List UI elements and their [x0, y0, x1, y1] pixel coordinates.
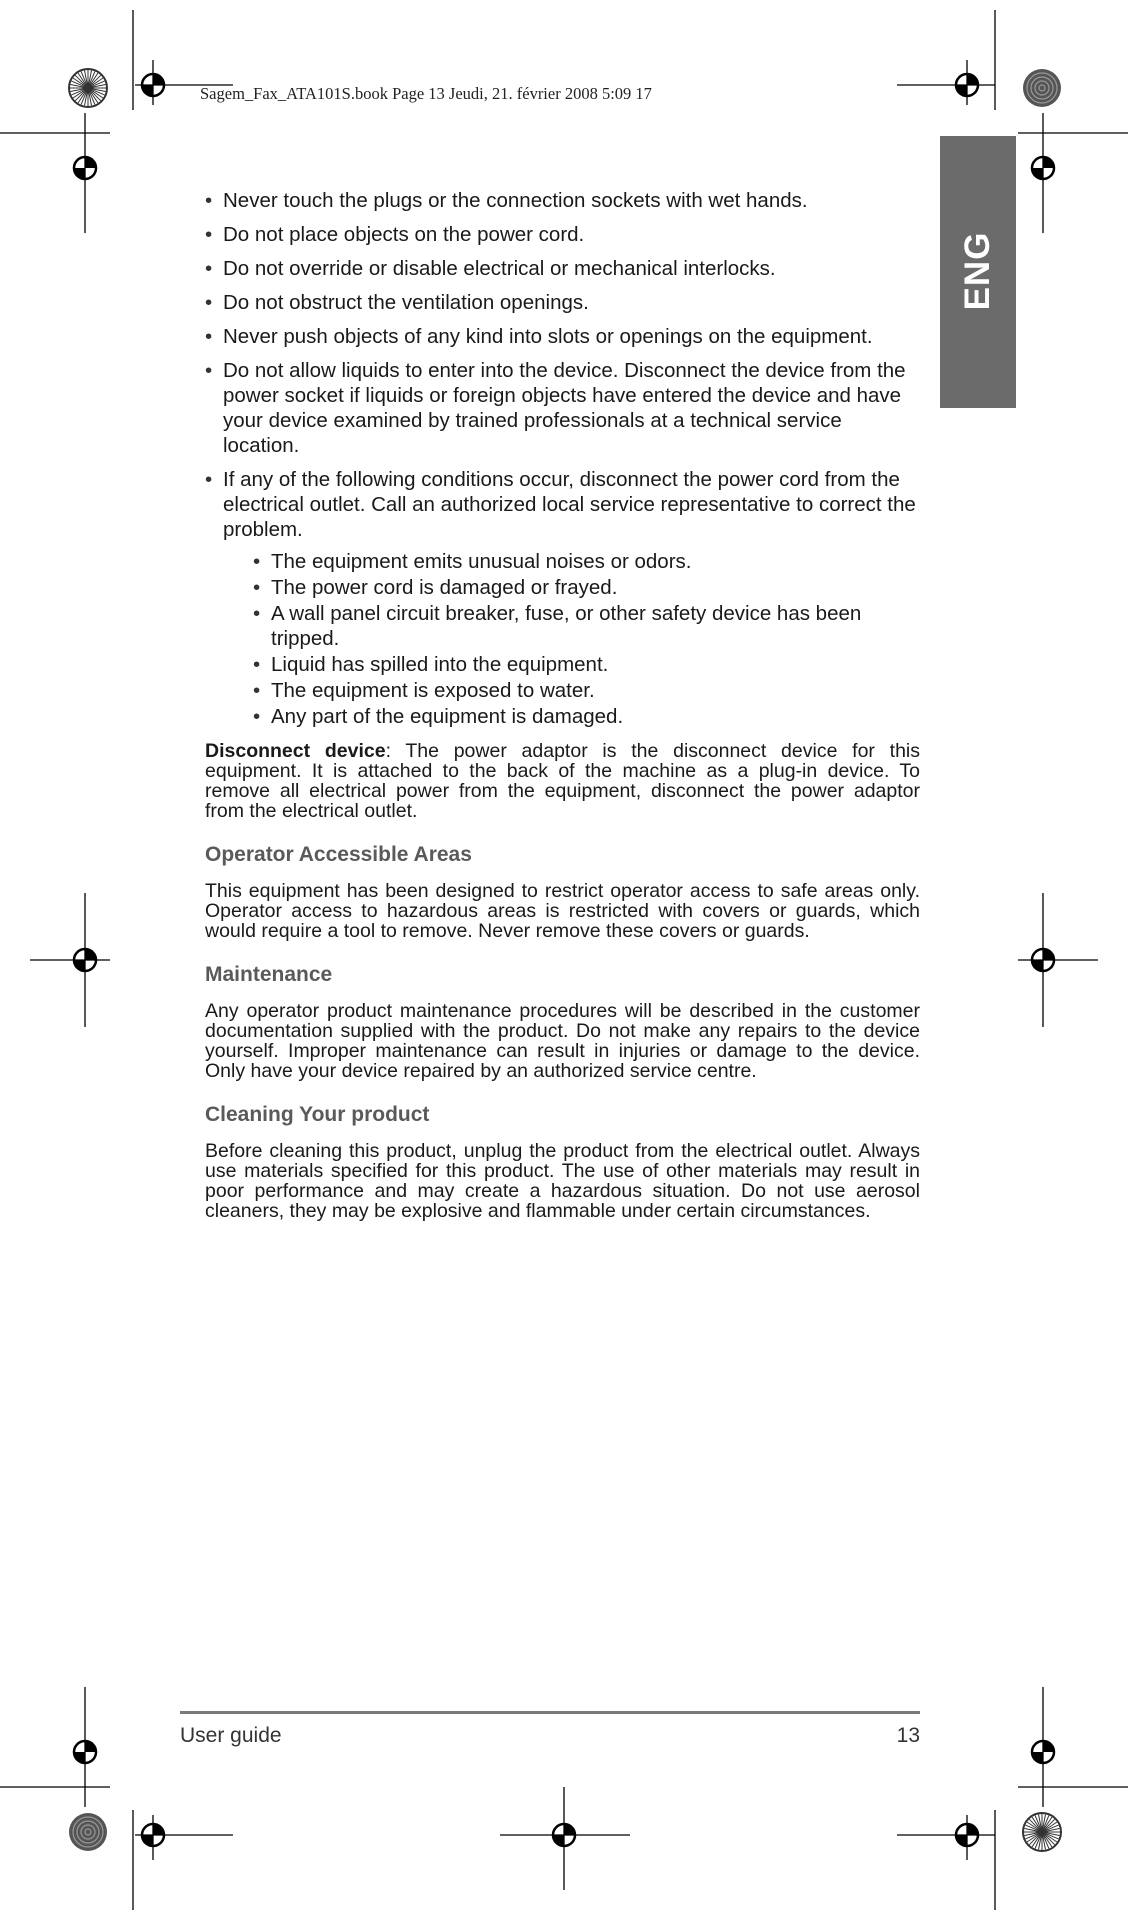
- list-item: • Do not allow liquids to enter into the device. Disconnect the device from the power socket if liquids or foreign objects have entered the device and have your device examined by trained professionals at a technical service location.: [205, 358, 920, 458]
- section-text: This equipment has been designed to restrict operator access to safe areas only. Operator access to hazardous areas is restricted with covers or guards, which would require a tool to remove. Never remove these covers or guards.: [205, 880, 920, 942]
- disconnect-text: : The power adaptor is the disconnect device for this equipment. It is attached to the back of the machine as a plug-in device. To remove all electrical power from the equipment, disconnect the power adaptor from the electrical outlet.: [205, 740, 921, 822]
- list-item: • Never push objects of any kind into slots or openings on the equipment.: [205, 324, 920, 349]
- list-item: [205, 467, 920, 729]
- list-item: • Do not obstruct the ventilation openings.: [205, 290, 920, 315]
- safety-list: [205, 188, 920, 729]
- section-heading: Operator Accessible Areas: [205, 843, 472, 866]
- sub-list-item: • A wall panel circuit breaker, fuse, or other safety device has been tripped.: [253, 601, 920, 651]
- page-number: 13: [896, 1724, 920, 1747]
- footer-title: User guide: [180, 1724, 282, 1747]
- sub-list-item: • The power cord is damaged or frayed.: [253, 575, 920, 600]
- sub-list-item: • The equipment is exposed to water.: [253, 678, 920, 703]
- list-item-text: If any of the following conditions occur, disconnect the power cord from the electrical outlet. Call an authorized local service representative to correct the problem.: [223, 468, 916, 541]
- section-text: Any operator product maintenance procedures will be described in the customer documentation supplied with the product. Do not make any repairs to the device yourself. Improper maintenance can result in injuries or damage to the device. Only have your device repaired by an authorized service centre.: [205, 1000, 920, 1082]
- section-heading: Maintenance: [205, 963, 333, 986]
- print-header: Sagem_Fax_ATA101S.book Page 13 Jeudi, 21. février 2008 5:09 17: [200, 84, 652, 103]
- section-heading: Cleaning Your product: [205, 1103, 430, 1126]
- page-body: [205, 188, 920, 1221]
- sub-list-item: • Any part of the equipment is damaged.: [253, 704, 920, 729]
- conditions-list: [223, 549, 920, 729]
- list-item: • Do not override or disable electrical or mechanical interlocks.: [205, 256, 920, 281]
- section-text: Before cleaning this product, unplug the product from the electrical outlet. Always use materials specified for this product. The use of other materials may result in poor performance and may create a hazardous situation. Do not use aerosol cleaners, they may be explosive and flammable under certain circumstances.: [205, 1140, 920, 1222]
- list-item: • Do not place objects on the power cord.: [205, 222, 920, 247]
- list-item: • Never touch the plugs or the connection sockets with wet hands.: [205, 188, 920, 213]
- footer-rule: [180, 1711, 920, 1714]
- language-tab: [940, 136, 1016, 408]
- disconnect-label: Disconnect device: [205, 740, 386, 762]
- disconnect-paragraph: [205, 741, 920, 821]
- language-tab-label: ENG: [958, 231, 997, 311]
- sub-list-item: • Liquid has spilled into the equipment.: [253, 652, 920, 677]
- sub-list-item: • The equipment emits unusual noises or odors.: [253, 549, 920, 574]
